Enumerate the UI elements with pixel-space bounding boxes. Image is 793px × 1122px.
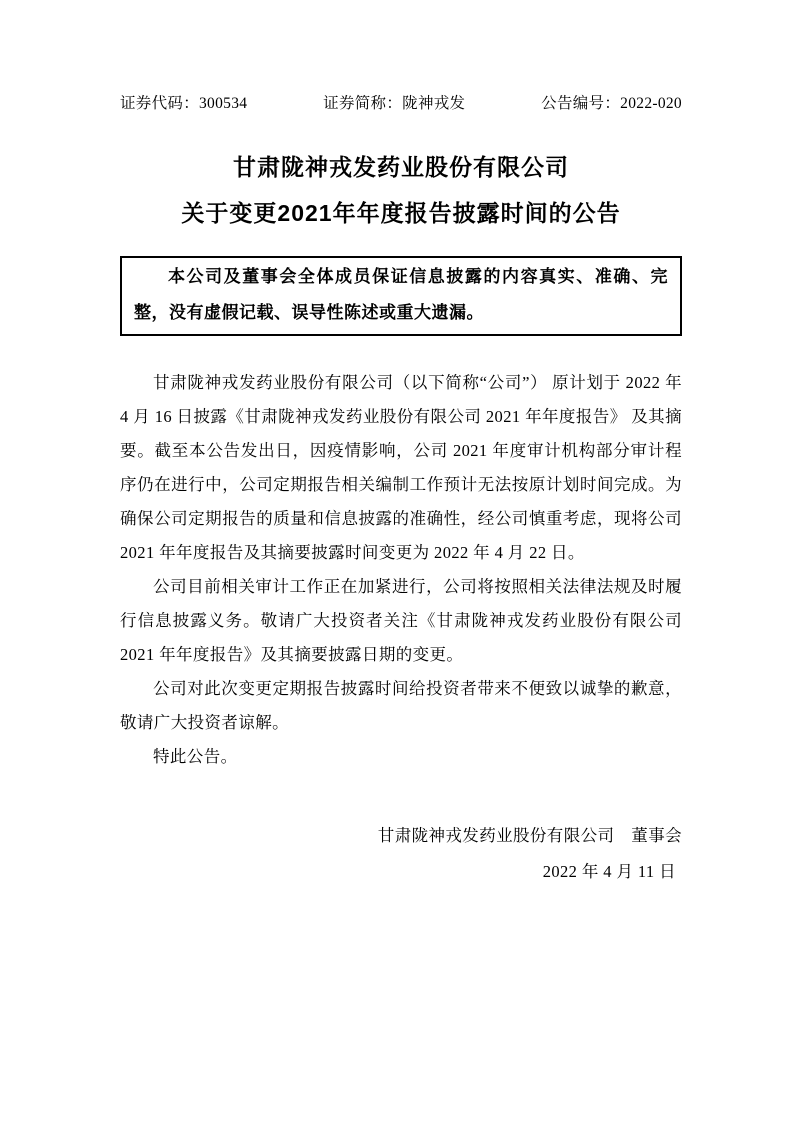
stock-abbreviation: 证券简称：陇神戎发 xyxy=(323,95,466,112)
body-paragraph-3: 公司对此次变更定期报告披露时间给投资者带来不便致以诚挚的歉意，敬请广大投资者谅解。 xyxy=(120,679,682,732)
stock-code: 证券代码：300534 xyxy=(120,95,248,112)
disclaimer-box xyxy=(120,256,682,336)
announcement-number: 公告编号：2022-020 xyxy=(541,95,682,112)
signature-block xyxy=(120,818,682,890)
announcement-body xyxy=(120,366,682,774)
securities-header-row xyxy=(120,94,682,114)
body-paragraph-1: 甘肃陇神戎发药业股份有限公司（以下简称“公司”） 原计划于 2022 年 4 月 16 日披露《甘肃陇神戎发药业股份有限公司 2021 年年度报告》 及其摘要。截至本公告发出日，因疫情影响，公司 2021 年度审计机构部分审计程序仍在进行中，公司定期报告相关编制工作预计无法按原计划时间完成。为确保公司定期报告的质量和信息披露的准确性，经公司慎重考虑，现将公司 2021 年年度报告及其摘要披露时间变更为 2022 年 4 月 22 日。 xyxy=(120,373,682,562)
closing-statement: 特此公告。 xyxy=(153,747,238,766)
disclaimer-text: 本公司及董事会全体成员保证信息披露的内容真实、准确、完整，没有虚假记载、误导性陈述或重大遗漏。 xyxy=(134,267,668,322)
company-name-title: 甘肃陇神戎发药业股份有限公司 xyxy=(233,154,569,180)
body-paragraph-2: 公司目前相关审计工作正在加紧进行，公司将按照相关法律法规及时履行信息披露义务。敬请广大投资者关注《甘肃陇神戎发药业股份有限公司 2021 年年度报告》及其摘要披露日期的变更。 xyxy=(120,577,682,664)
signature-company: 甘肃陇神戎发药业股份有限公司 董事会 xyxy=(377,826,682,845)
document-title xyxy=(120,152,682,228)
signature-date: 2022 年 4 月 11 日 xyxy=(542,862,676,881)
document-content xyxy=(0,94,793,890)
announcement-title: 关于变更2021年年度报告披露时间的公告 xyxy=(181,200,621,226)
